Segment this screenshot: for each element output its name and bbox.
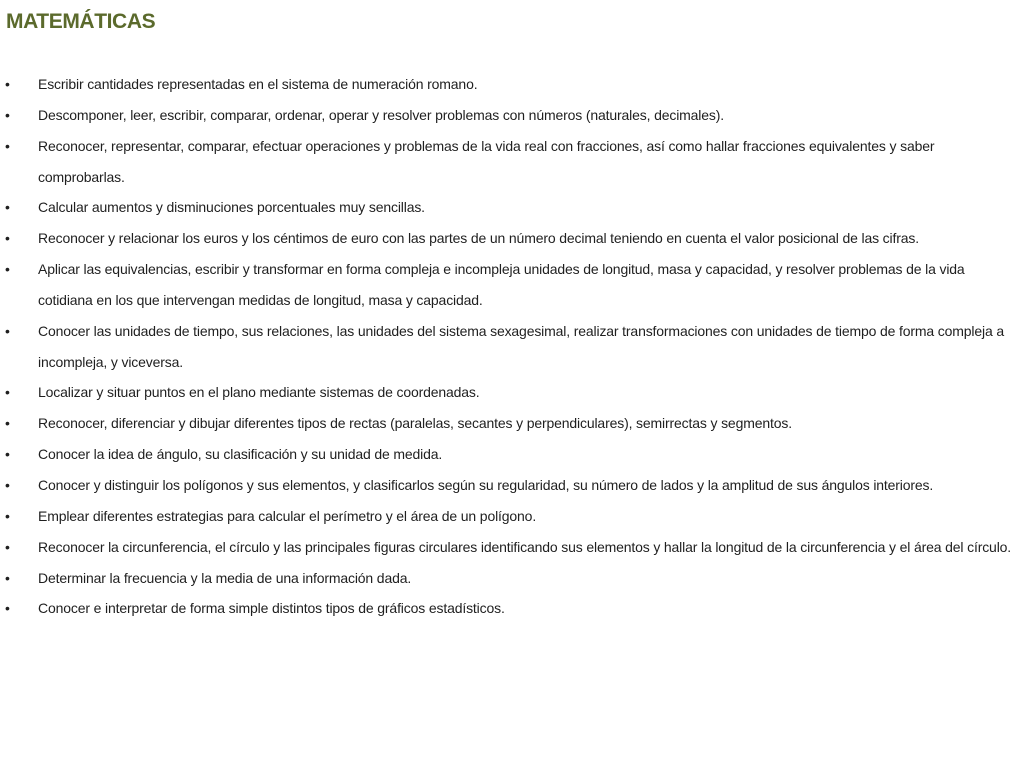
list-item-text: Descomponer, leer, escribir, comparar, ordenar, operar y resolver problemas con números (naturales, decimales). xyxy=(38,106,725,123)
bullet-icon: • xyxy=(5,415,10,432)
bullet-icon: • xyxy=(5,199,10,216)
list-item xyxy=(0,131,1024,193)
bullet-list xyxy=(0,69,1024,624)
bullet-icon: • xyxy=(5,507,10,524)
bullet-icon: • xyxy=(5,569,10,586)
list-item-text: Localizar y situar puntos en el plano mediante sistemas de coordenadas. xyxy=(38,384,480,401)
bullet-icon: • xyxy=(5,322,10,339)
bullet-icon: • xyxy=(5,384,10,401)
list-item xyxy=(0,408,1024,439)
list-item xyxy=(0,316,1024,378)
bullet-icon: • xyxy=(5,261,10,278)
list-item xyxy=(0,532,1024,563)
bullet-icon: • xyxy=(5,76,10,92)
list-item-text: Determinar la frecuencia y la media de una información dada. xyxy=(38,569,412,586)
list-item-text: Conocer e interpretar de forma simple distintos tipos de gráficos estadísticos. xyxy=(38,600,505,617)
bullet-icon: • xyxy=(5,106,10,123)
bullet-icon: • xyxy=(5,538,10,555)
bullet-icon: • xyxy=(5,476,10,493)
list-item xyxy=(0,470,1024,501)
slide-title: MATEMÁTICAS xyxy=(6,10,156,33)
list-item-text: Conocer y distinguir los polígonos y sus elementos, y clasificarlos según su regularidad, su número de lados y la amplitud de sus ángulos interiores. xyxy=(38,476,934,493)
bullet-icon: • xyxy=(5,600,10,617)
list-item xyxy=(0,563,1024,594)
list-item xyxy=(0,439,1024,470)
bullet-icon: • xyxy=(5,230,10,247)
list-item xyxy=(0,192,1024,223)
list-item xyxy=(0,377,1024,408)
list-item-text: Calcular aumentos y disminuciones porcentuales muy sencillas. xyxy=(38,199,425,216)
list-item-text: Reconocer, diferenciar y dibujar diferentes tipos de rectas (paralelas, secantes y perpendiculares), semirrectas y segmentos. xyxy=(38,415,792,432)
list-item xyxy=(0,69,1024,100)
list-item xyxy=(0,100,1024,131)
list-item xyxy=(0,254,1024,316)
bullet-icon: • xyxy=(5,446,10,463)
list-item-text: Reconocer, representar, comparar, efectuar operaciones y problemas de la vida real con fracciones, así como hallar fracciones equivalentes y saber comprobarlas. xyxy=(38,137,935,185)
list-item-text: Reconocer y relacionar los euros y los céntimos de euro con las partes de un número decimal teniendo en cuenta el valor posicional de las cifras. xyxy=(38,230,919,247)
list-item xyxy=(0,223,1024,254)
list-item-text: Emplear diferentes estrategias para calcular el perímetro y el área de un polígono. xyxy=(38,507,537,524)
list-item-text: Conocer la idea de ángulo, su clasificación y su unidad de medida. xyxy=(38,446,443,463)
list-item-text: Aplicar las equivalencias, escribir y transformar en forma compleja e incompleja unidades de longitud, masa y capacidad, y resolver problemas de la vida cotidiana en los que intervengan medidas de longitud, masa y capacidad. xyxy=(38,261,965,308)
list-item-text: Reconocer la circunferencia, el círculo y las principales figuras circulares identificando sus elementos y hallar la longitud de la circunferencia y el área del círculo. xyxy=(38,538,1012,555)
list-item-text: Conocer las unidades de tiempo, sus relaciones, las unidades del sistema sexagesimal, realizar transformaciones con unidades de tiempo de forma compleja a incompleja, y viceversa. xyxy=(38,322,1004,370)
bullet-icon: • xyxy=(5,137,10,154)
list-item xyxy=(0,501,1024,532)
list-item-text: Escribir cantidades representadas en el sistema de numeración romano. xyxy=(38,76,478,92)
list-item xyxy=(0,593,1024,624)
